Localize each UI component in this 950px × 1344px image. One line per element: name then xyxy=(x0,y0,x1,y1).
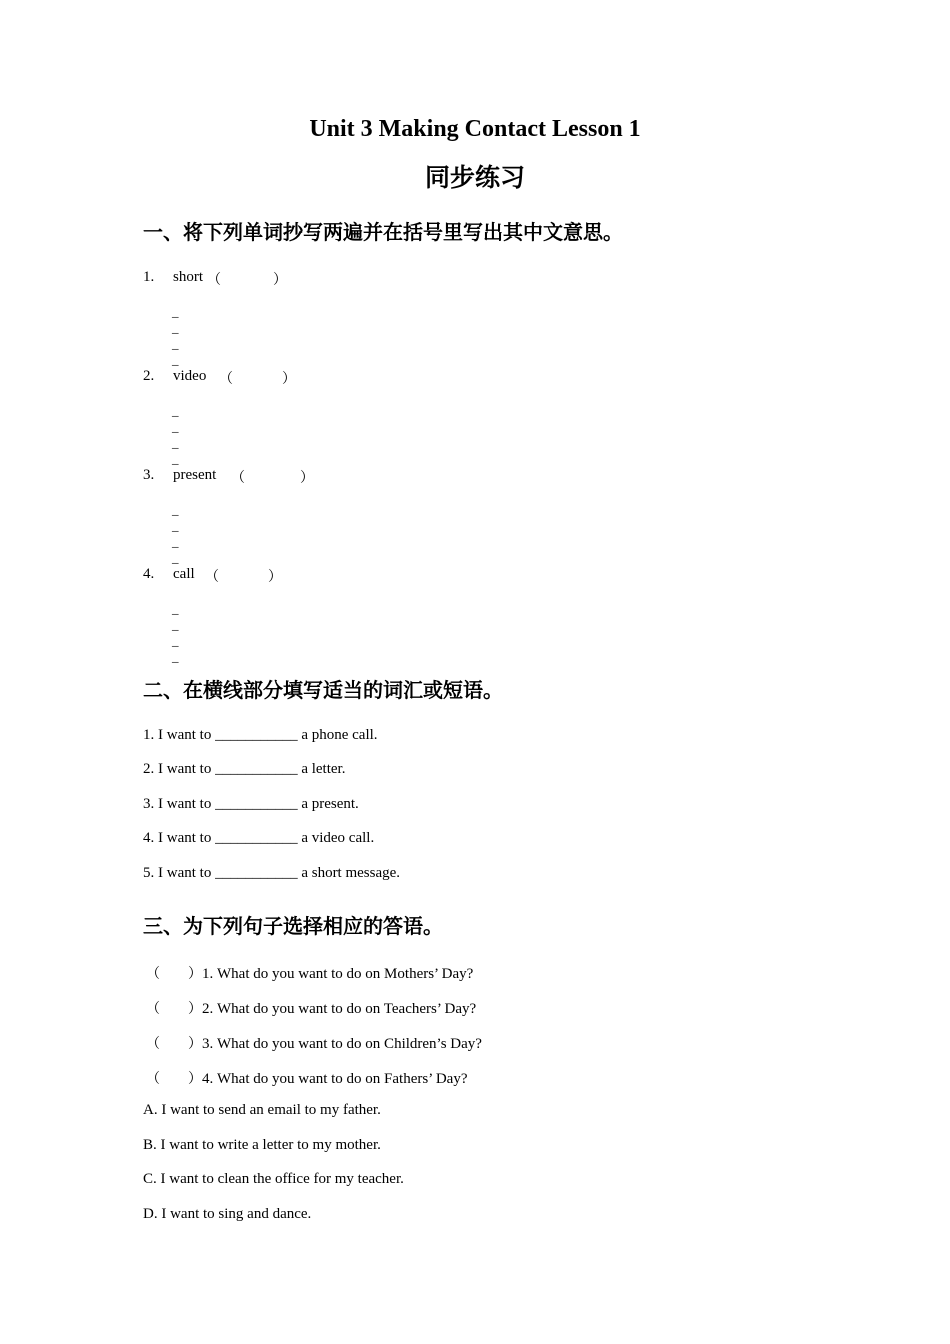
fill-blank-sentence: 5. I want to ___________ a short message. xyxy=(143,865,401,881)
question-text: 3. What do you want to do on Children’s Day? xyxy=(202,1036,482,1052)
answer-option: C. I want to clean the office for my teacher. xyxy=(143,1171,404,1187)
section2-heading: 二、在横线部分填写适当的词汇或短语。 xyxy=(143,678,503,702)
blank-line: _ xyxy=(172,550,179,565)
blank-line: _ xyxy=(172,336,179,351)
question-text: 1. What do you want to do on Mothers’ Day? xyxy=(202,966,474,982)
item-word: present xyxy=(173,467,217,483)
fill-blank-sentence: 1. I want to ___________ a phone call. xyxy=(143,727,378,743)
blank-line: _ xyxy=(172,320,179,335)
item-number: 4. xyxy=(143,566,155,582)
close-paren: ） xyxy=(282,371,296,387)
item-number: 3. xyxy=(143,467,155,483)
answer-bracket: （ ） xyxy=(146,1001,202,1017)
answer-bracket: （ ） xyxy=(146,1071,202,1087)
answer-option: D. I want to sing and dance. xyxy=(143,1206,312,1222)
blank-line: _ xyxy=(172,403,179,418)
blank-line: _ xyxy=(172,617,179,632)
blank-line: _ xyxy=(172,534,179,549)
blank-line: _ xyxy=(172,352,179,367)
question-row xyxy=(146,1033,482,1053)
question-text: 2. What do you want to do on Teachers’ Day? xyxy=(202,1001,477,1017)
blank-line: _ xyxy=(172,419,179,434)
page-title: Unit 3 Making Contact Lesson 1 xyxy=(309,116,641,142)
question-row xyxy=(146,1068,468,1088)
blank-line: _ xyxy=(172,601,179,616)
answer-option: A. I want to send an email to my father. xyxy=(143,1102,381,1118)
item-word: call xyxy=(173,566,195,582)
answer-bracket: （ ） xyxy=(146,1036,202,1052)
blank-line: _ xyxy=(172,649,179,664)
answer-bracket: （ ） xyxy=(146,966,202,982)
open-paren: （ xyxy=(207,272,221,288)
open-paren: （ xyxy=(231,470,245,486)
question-text: 4. What do you want to do on Fathers’ Day? xyxy=(202,1071,468,1087)
answer-option: B. I want to write a letter to my mother. xyxy=(143,1137,381,1153)
close-paren: ） xyxy=(273,272,287,288)
blank-line: _ xyxy=(172,304,179,319)
question-row xyxy=(146,963,473,983)
fill-blank-sentence: 3. I want to ___________ a present. xyxy=(143,796,359,812)
close-paren: ） xyxy=(268,569,282,585)
blank-line: _ xyxy=(172,633,179,648)
blank-line: _ xyxy=(172,451,179,466)
blank-line: _ xyxy=(172,502,179,517)
fill-blank-sentence: 2. I want to ___________ a letter. xyxy=(143,761,346,777)
open-paren: （ xyxy=(205,569,219,585)
item-word: video xyxy=(173,368,207,384)
section1-heading: 一、将下列单词抄写两遍并在括号里写出其中文意思。 xyxy=(143,220,623,244)
question-row xyxy=(146,998,476,1018)
item-word: short xyxy=(173,269,203,285)
item-number: 2. xyxy=(143,368,155,384)
page-subtitle: 同步练习 xyxy=(424,163,525,192)
item-number: 1. xyxy=(143,269,155,285)
blank-line: _ xyxy=(172,435,179,450)
open-paren: （ xyxy=(219,371,233,387)
section3-heading: 三、为下列句子选择相应的答语。 xyxy=(143,914,443,938)
fill-blank-sentence: 4. I want to ___________ a video call. xyxy=(143,830,375,846)
close-paren: ） xyxy=(300,470,314,486)
blank-line: _ xyxy=(172,518,179,533)
